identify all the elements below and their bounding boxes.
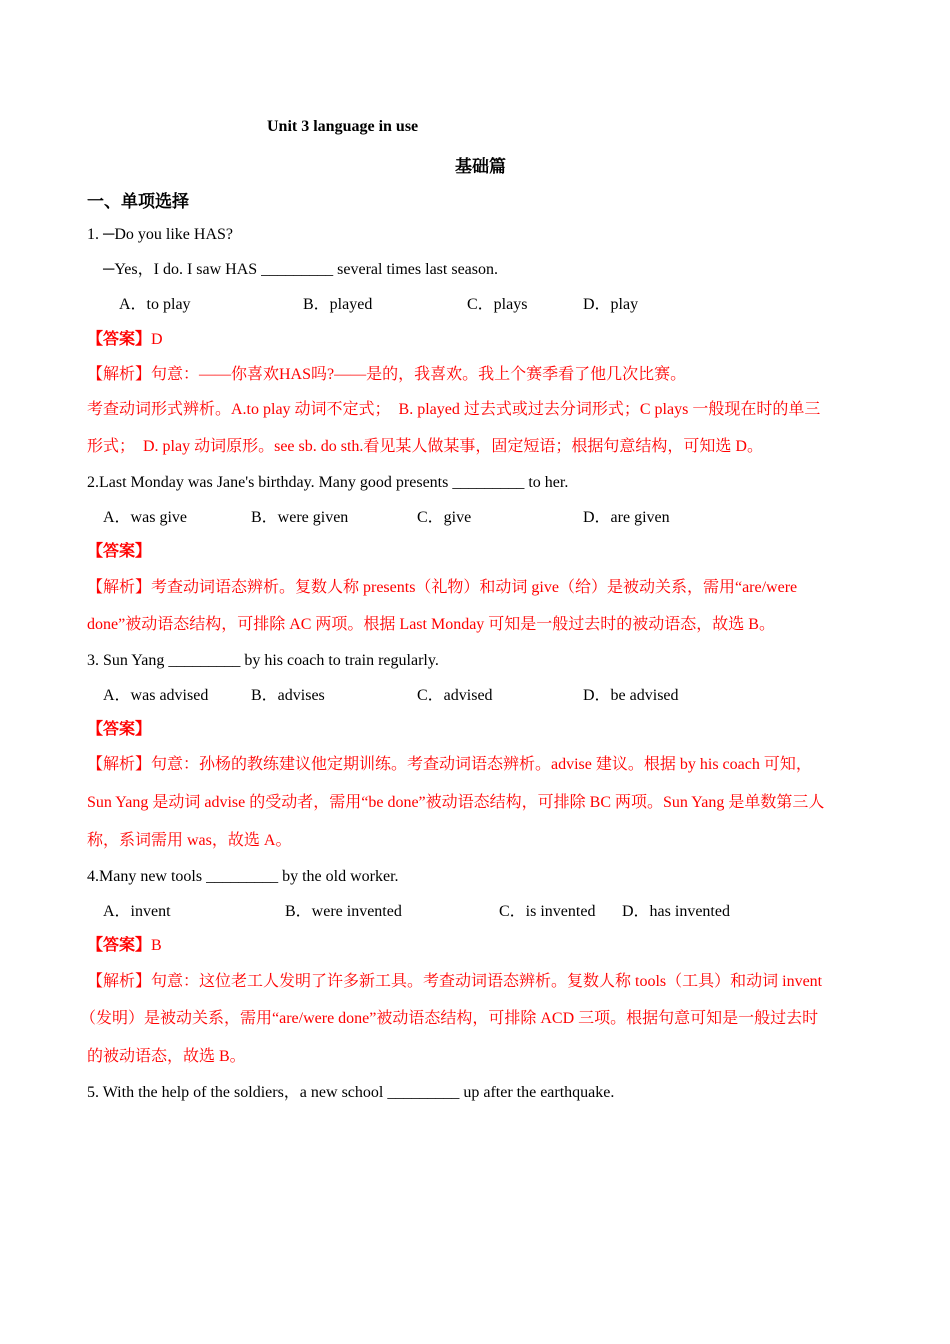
option-c: C．advised xyxy=(417,687,493,704)
option-b: B．advises xyxy=(251,687,325,704)
option-b: B．were given xyxy=(251,509,349,526)
option-c: C．plays xyxy=(467,296,528,313)
option-a: A．invent xyxy=(103,903,171,920)
analysis-line: done”被动语态结构，可排除 AC 两项。根据 Last Monday 可知是一般过去时的被动语态，故选 B。 xyxy=(87,616,775,633)
document-subtitle: 基础篇 xyxy=(455,157,506,177)
option-d: D．play xyxy=(583,296,639,313)
document-title: Unit 3 language in use xyxy=(267,118,419,135)
analysis-line: 【解析】考查动词语态辨析。复数人称 presents（礼物）和动词 give（给）是被动关系，需用“are/were xyxy=(87,579,798,596)
question-stem: 4.Many new tools _________ by the old worker. xyxy=(87,868,399,885)
analysis-line: 【解析】句意：——你喜欢HAS吗?——是的，我喜欢。我上个赛季看了他几次比赛。 xyxy=(87,366,687,383)
question-stem: 1. ─Do you like HAS? xyxy=(87,226,233,243)
option-a: A．was advised xyxy=(103,687,209,704)
answer-label: 【答案】 xyxy=(87,721,152,738)
analysis-line: 的被动语态，故选 B。 xyxy=(87,1048,246,1065)
analysis-line: 【解析】句意：孙杨的教练建议他定期训练。考查动词语态辨析。advise 建议。根据 by his coach 可知， xyxy=(87,756,812,773)
answer-label: 【答案】 xyxy=(87,937,152,954)
answer-label: 【答案】 xyxy=(87,543,152,560)
question-stem: 5. With the help of the soldiers，a new school _________ up after the earthquake. xyxy=(87,1084,615,1101)
analysis-line: 考查动词形式辨析。A.to play 动词不定式； B. played 过去式或过去分词形式；C plays 一般现在时的单三 xyxy=(87,401,821,418)
option-b: B．were invented xyxy=(285,903,402,920)
option-a: A．to play xyxy=(119,296,191,313)
analysis-line: Sun Yang 是动词 advise 的受动者，需用“be done”被动语态结构，可排除 BC 两项。Sun Yang 是单数第三人 xyxy=(87,794,825,811)
analysis-line: 【解析】句意：这位老工人发明了许多新工具。考查动词语态辨析。复数人称 tools（工具）和动词 invent xyxy=(87,973,823,990)
option-d: D．be advised xyxy=(583,687,679,704)
option-d: D．has invented xyxy=(622,903,730,920)
answer-line xyxy=(87,330,163,350)
answer-value: D xyxy=(151,331,163,348)
question-stem: ─Yes，I do. I saw HAS _________ several times last season. xyxy=(103,261,499,278)
option-d: D．are given xyxy=(583,509,670,526)
option-a: A．was give xyxy=(103,509,187,526)
answer-line xyxy=(87,542,151,562)
option-c: C．is invented xyxy=(499,903,596,920)
question-stem: 3. Sun Yang _________ by his coach to train regularly. xyxy=(87,652,439,669)
question-stem: 2.Last Monday was Jane's birthday. Many good presents _________ to her. xyxy=(87,474,569,491)
option-c: C．give xyxy=(417,509,472,526)
option-b: B．played xyxy=(303,296,373,313)
answer-line xyxy=(87,720,151,740)
analysis-line: 称，系词需用 was，故选 A。 xyxy=(87,832,292,849)
answer-line xyxy=(87,936,162,956)
analysis-line: （发明）是被动关系，需用“are/were done”被动语态结构，可排除 ACD 三项。根据句意可知是一般过去时 xyxy=(80,1010,819,1027)
section-heading: 一、单项选择 xyxy=(87,192,189,212)
analysis-line: 形式； D. play 动词原形。see sb. do sth.看见某人做某事，固定短语；根据句意结构，可知选 D。 xyxy=(87,438,763,455)
answer-value: B xyxy=(151,937,162,954)
answer-label: 【答案】 xyxy=(87,331,152,348)
